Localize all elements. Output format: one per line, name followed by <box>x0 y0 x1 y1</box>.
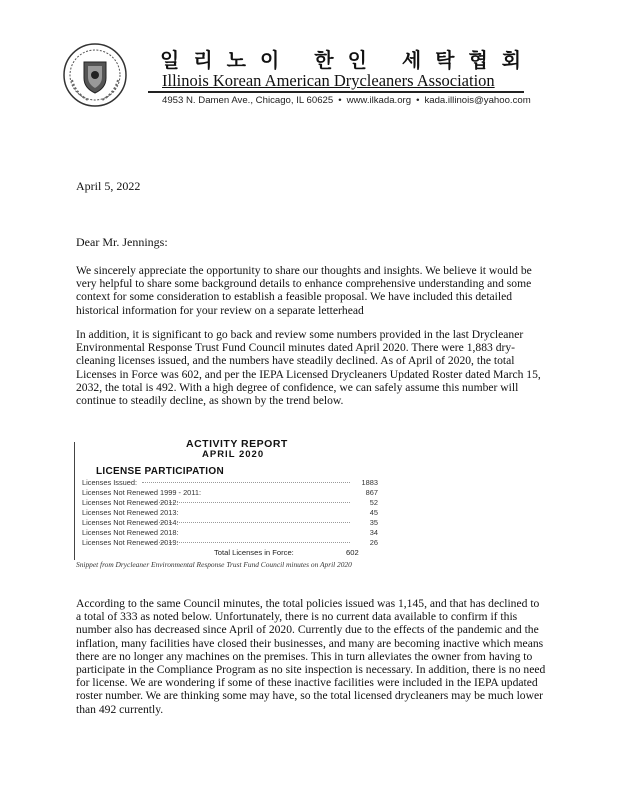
report-row-label: Licenses Not Renewed 2019: <box>82 538 179 547</box>
report-row-label: Licenses Not Renewed 2013: <box>82 508 179 517</box>
letterhead-contact-line <box>162 95 531 106</box>
scan-noise <box>142 482 350 485</box>
report-section-heading: LICENSE PARTICIPATION <box>96 466 224 477</box>
salutation: Dear Mr. Jennings: <box>76 235 168 249</box>
scan-noise <box>142 502 350 505</box>
report-row-label: Licenses Not Renewed 2012: <box>82 498 179 507</box>
report-title: ACTIVITY REPORT <box>186 438 288 450</box>
report-row-value: 52 <box>369 498 378 507</box>
activity-report-snippet <box>74 432 414 564</box>
report-caption: Snippet from Drycleaner Environmental Response Trust Fund Council minutes on April 2020 <box>76 560 352 569</box>
report-row-label: Licenses Not Renewed 1999 - 2011: <box>82 488 202 497</box>
report-total-value: 602 <box>346 548 359 557</box>
website-link[interactable]: www.ilkada.org <box>346 95 412 106</box>
report-row-value: 26 <box>369 538 378 547</box>
report-total-label: Total Licenses in Force: <box>214 548 294 557</box>
report-subtitle: APRIL 2020 <box>202 449 265 460</box>
paragraph-license-numbers: In addition, it is significant to go back and review some numbers provided in the last Drycleaner Environmental Response Trust Fund Council minutes dated April 2020. There were 1,883 dry-cleaning licenses issued, and the numbers have steadily declined. As of April of 2020, the total Licenses in Force was 602, and per the IEPA Licensed Drycleaners Updated Roster dated March 15, 2032, the total is 492. With a high degree of confidence, we can safely assume this number will continue to steadily decline, as shown by the trend below. <box>76 328 541 408</box>
korean-association-name: 일리노이 한인 세탁협회 <box>160 48 536 72</box>
association-seal-logo <box>62 42 128 108</box>
report-row-label: Licenses Issued: <box>82 478 138 487</box>
report-total-row <box>214 548 359 557</box>
paragraph-intro: We sincerely appreciate the opportunity to share our thoughts and insights. We believe it would be very helpful to share some background details to enhance comprehensive understanding and some context for some consideration to establish a feasible proposal. We have included this detailed historical information for your review on a separate letterhead <box>76 264 532 317</box>
letterhead-divider <box>148 91 524 93</box>
report-row-label: Licenses Not Renewed 2014: <box>82 518 179 527</box>
paragraph-policies: According to the same Council minutes, the total policies issued was 1,145, and that has declined to a total of 333 as noted below. Unfortunately, there is no current data available to confirm if this number also has decreased since April of 2020. Currently due to the effects of the pandemic and the inflation, many facilities have closed their businesses, and many are becoming inactive which means there are no longer any machines on the premises. This in turn alleviates the owner from having to participate in the Compliance Program as no site inspection is necessary. In addition, there is no need for license. We are wondering if some of these inactive facilities were included in the IEPA updated roster number. We are thinking some may have, so the total licensed drycleaners may be much lower than 492 currently. <box>76 597 546 716</box>
email-link[interactable]: kada.illinois@yahoo.com <box>424 95 531 106</box>
letter-date: April 5, 2022 <box>76 179 141 193</box>
report-row-value: 34 <box>369 528 378 537</box>
report-row-value: 867 <box>365 488 378 497</box>
bullet-separator: • <box>416 95 420 106</box>
report-row-label: Licenses Not Renewed 2018: <box>82 528 179 537</box>
street-address: 4953 N. Damen Ave., Chicago, IL 60625 <box>162 95 334 106</box>
bullet-separator: • <box>338 95 342 106</box>
report-left-edge <box>74 442 75 560</box>
scan-noise <box>142 522 350 525</box>
report-row-value: 35 <box>369 518 378 527</box>
scan-noise <box>142 542 350 545</box>
report-row-value: 1883 <box>361 478 378 487</box>
english-association-name: Illinois Korean American Drycleaners Association <box>162 71 495 90</box>
report-row-value: 45 <box>369 508 378 517</box>
